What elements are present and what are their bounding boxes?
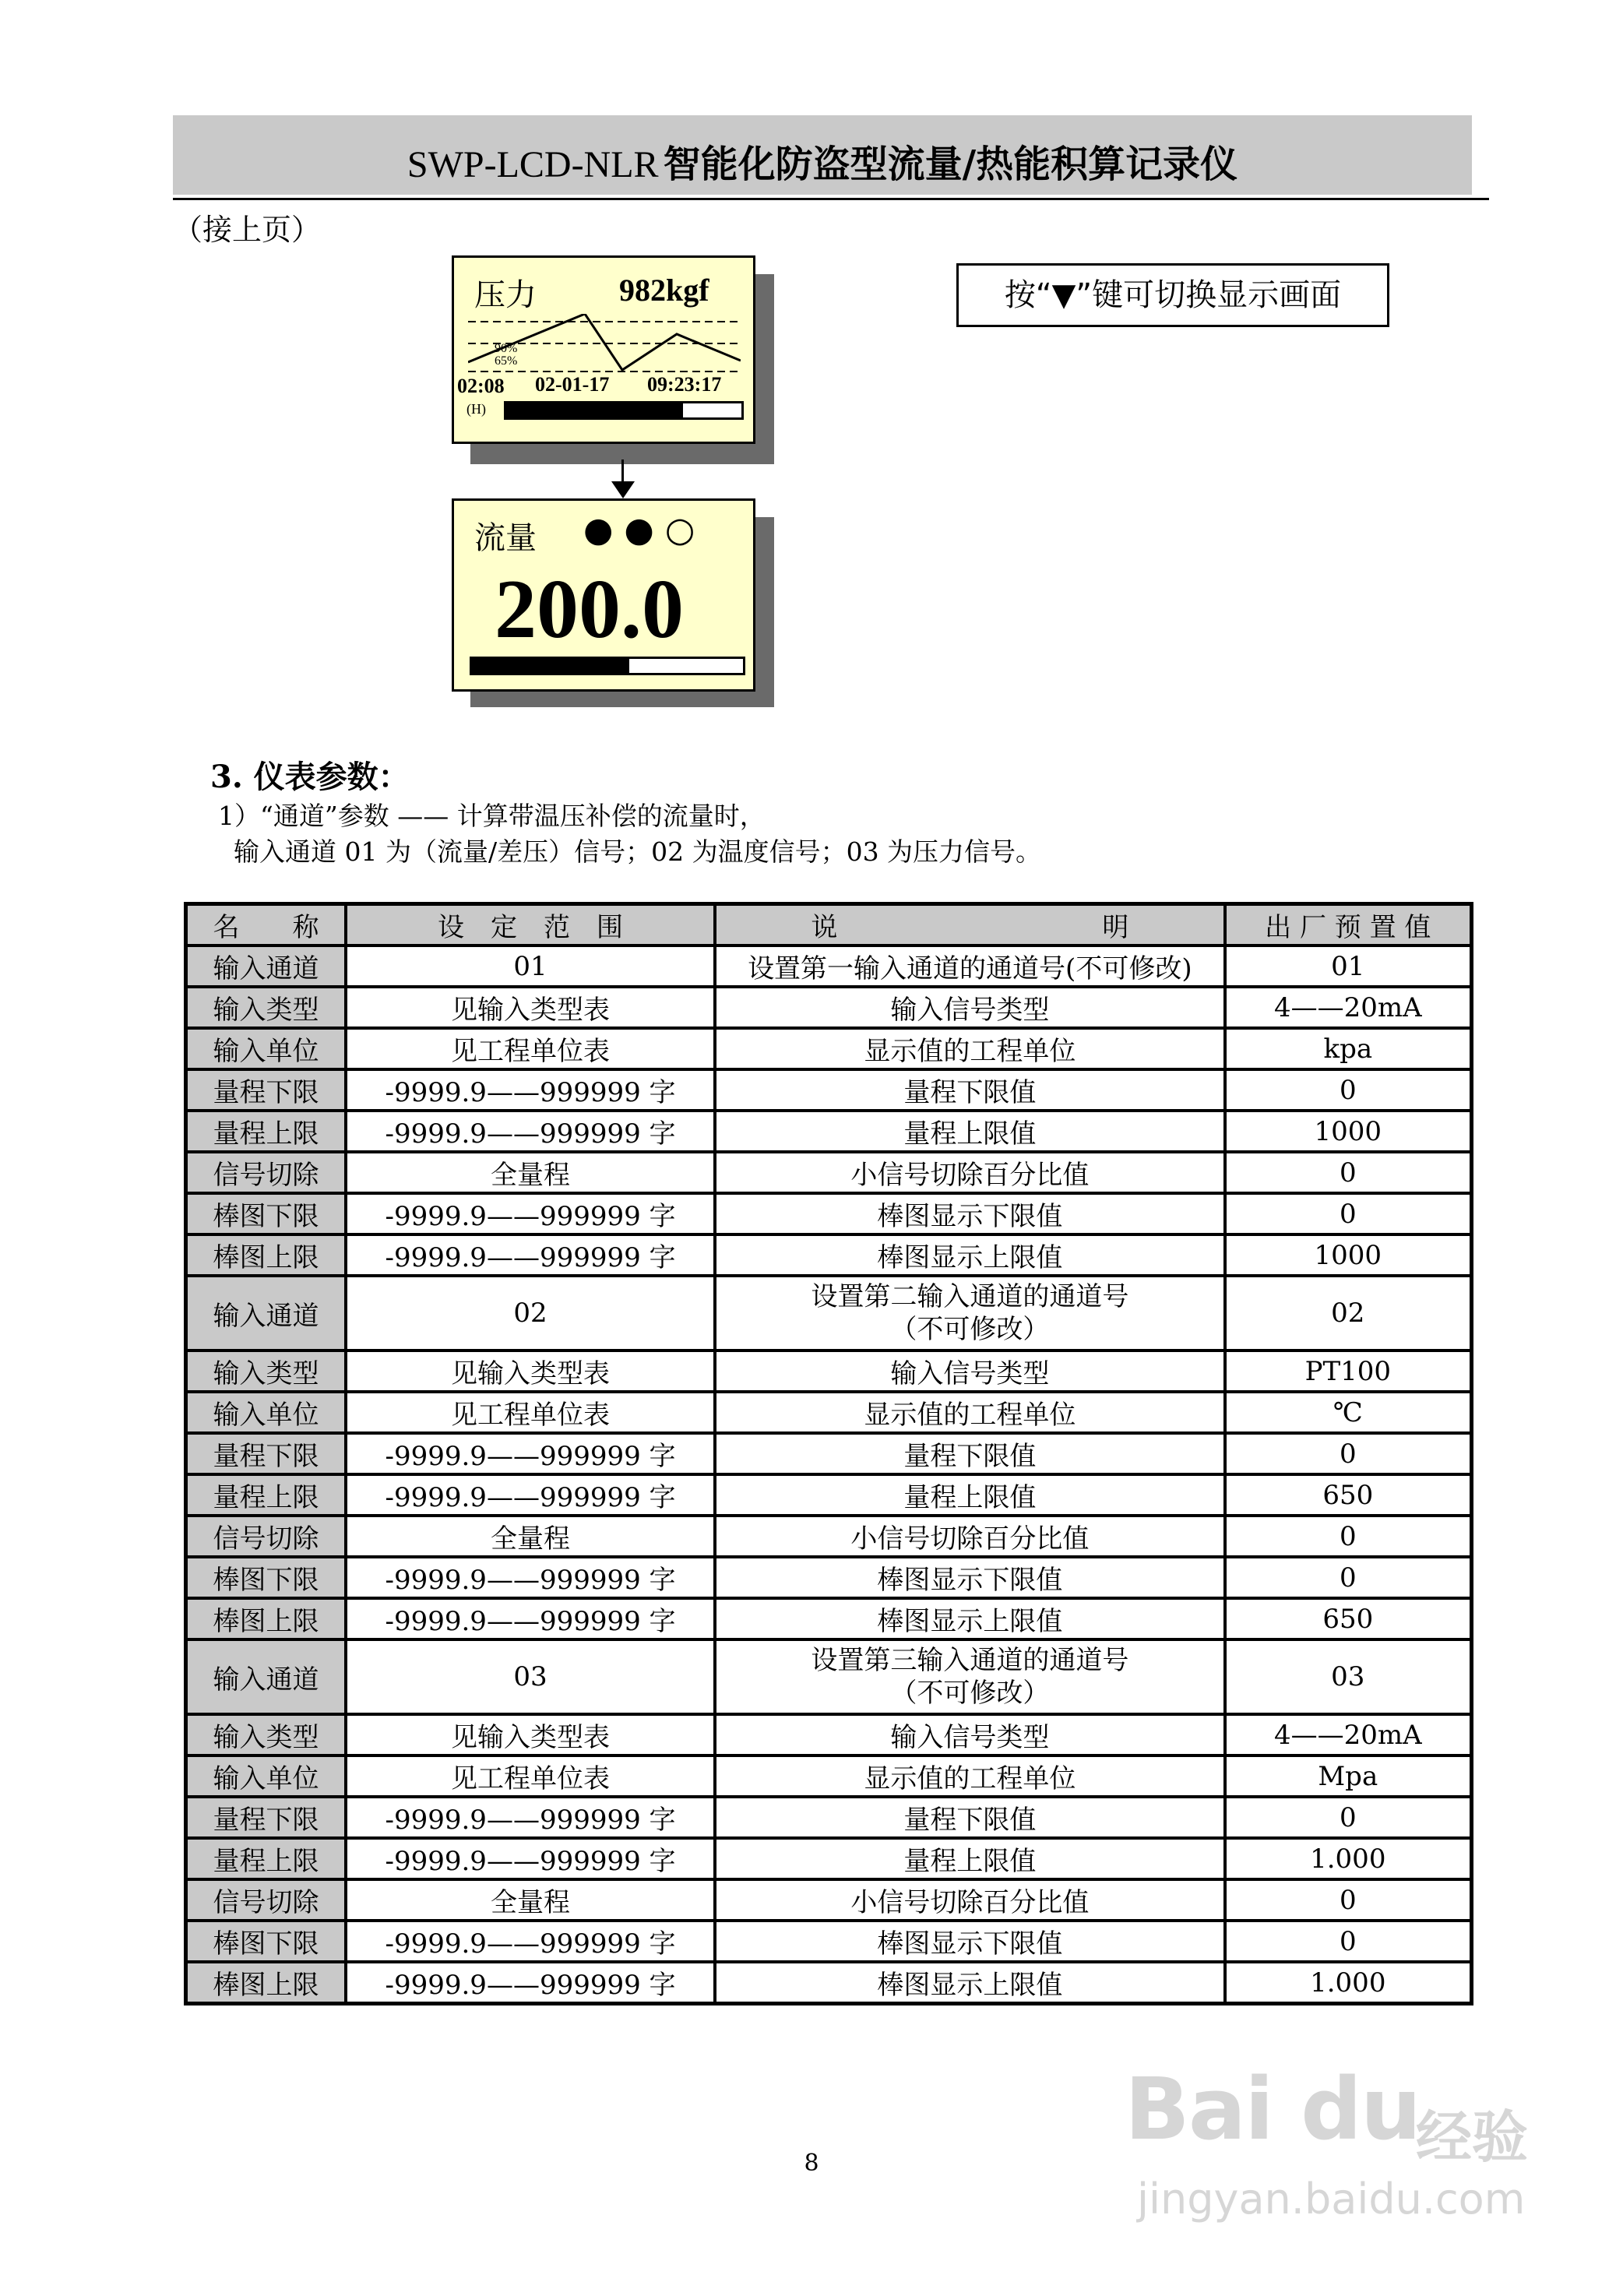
header-name: 名 称 — [186, 904, 346, 946]
cell-range: -9999.9——999999 字 — [346, 1838, 715, 1879]
cell-default: 4——20mA — [1225, 1714, 1472, 1755]
cell-range: -9999.9——999999 字 — [346, 1598, 715, 1639]
cell-description: 小信号切除百分比值 — [715, 1879, 1224, 1921]
table-row — [186, 1516, 1472, 1557]
cell-default: 0 — [1225, 1433, 1472, 1474]
watermark-cn: 经验 — [1416, 2104, 1529, 2170]
cell-description: 设置第一输入通道的通道号(不可修改) — [715, 946, 1224, 987]
lcd-pressure-label: 压力 — [474, 277, 537, 313]
cell-default: 4——20mA — [1225, 987, 1472, 1028]
table-row — [186, 1392, 1472, 1433]
cell-description: 小信号切除百分比值 — [715, 1516, 1224, 1557]
cell-name: 量程下限 — [186, 1797, 346, 1838]
cell-default: 0 — [1225, 1193, 1472, 1234]
lcd-flow-indicator-dots — [583, 510, 706, 550]
lcd-flow-value: 200.0 — [495, 563, 684, 656]
cell-default: PT100 — [1225, 1350, 1472, 1392]
cell-name: 棒图下限 — [186, 1193, 346, 1234]
page-number: 8 — [804, 2150, 819, 2177]
cell-default: Mpa — [1225, 1755, 1472, 1797]
lcd-elapsed: 02:08 — [457, 375, 505, 397]
watermark-url: jingyan.baidu.com — [1137, 2175, 1526, 2224]
cell-name: 输入类型 — [186, 1350, 346, 1392]
cell-description-line: 设置第二输入通道的通道号 — [811, 1281, 1129, 1312]
cell-default: 02 — [1225, 1276, 1472, 1350]
baidu-jingyan-watermark — [1121, 2056, 1542, 2235]
cell-description — [715, 1639, 1224, 1714]
cell-range: 见工程单位表 — [346, 1028, 715, 1069]
table-row — [186, 1276, 1472, 1350]
lcd-flow-label: 流量 — [474, 520, 537, 556]
section-line-2: 输入通道 01 为（流量/差压）信号；02 为温度信号；03 为压力信号。 — [234, 836, 1042, 867]
header-default: 出 厂 预 置 值 — [1225, 904, 1472, 946]
cell-name: 信号切除 — [186, 1152, 346, 1193]
table-row — [186, 1152, 1472, 1193]
lcd-pressure-bar-fill — [506, 403, 683, 417]
cell-default: 0 — [1225, 1879, 1472, 1921]
cell-name: 棒图上限 — [186, 1962, 346, 2004]
filled-dot-icon: ● — [583, 510, 625, 550]
cell-name: 量程下限 — [186, 1069, 346, 1111]
table-row — [186, 1069, 1472, 1111]
table-row — [186, 946, 1472, 987]
section-line-1: 1）“通道”参数 —— 计算带温压补偿的流量时， — [218, 801, 766, 831]
table-row — [186, 1879, 1472, 1921]
watermark-logo: Bai du — [1125, 2059, 1421, 2159]
cell-default: 0 — [1225, 1069, 1472, 1111]
cell-name: 输入通道 — [186, 1276, 346, 1350]
table-row — [186, 1838, 1472, 1879]
table-row — [186, 1433, 1472, 1474]
cell-name: 量程上限 — [186, 1111, 346, 1152]
cell-range: 见工程单位表 — [346, 1392, 715, 1433]
document-title — [173, 134, 1472, 188]
cell-range: 01 — [346, 946, 715, 987]
cell-default: 1000 — [1225, 1111, 1472, 1152]
cell-description — [715, 1276, 1224, 1350]
cell-range: -9999.9——999999 字 — [346, 1962, 715, 2004]
cell-default: 03 — [1225, 1639, 1472, 1714]
cell-description: 量程上限值 — [715, 1111, 1224, 1152]
cell-range: 03 — [346, 1639, 715, 1714]
lcd-flow-screen — [452, 498, 755, 692]
cell-default: 0 — [1225, 1921, 1472, 1962]
table-row — [186, 1714, 1472, 1755]
continued-note: （接上页） — [173, 213, 322, 247]
cell-default: 1.000 — [1225, 1962, 1472, 2004]
table-row — [186, 1755, 1472, 1797]
title-product: 智能化防盗型流量/热能积算记录仪 — [663, 143, 1238, 186]
cell-name: 棒图下限 — [186, 1557, 346, 1598]
cell-range: 全量程 — [346, 1879, 715, 1921]
switch-display-note: 按“▼”键可切换显示画面 — [956, 263, 1389, 327]
cell-range: -9999.9——999999 字 — [346, 1433, 715, 1474]
cell-name: 棒图上限 — [186, 1598, 346, 1639]
lcd-pressure-bar — [504, 401, 744, 420]
lcd-pct-65: 65% — [495, 354, 518, 368]
header-description: 说 明 — [715, 904, 1224, 946]
cell-name: 输入类型 — [186, 1714, 346, 1755]
table-row — [186, 1111, 1472, 1152]
cell-default: kpa — [1225, 1028, 1472, 1069]
cell-description-line: （不可修改） — [890, 1314, 1050, 1345]
cell-description: 量程下限值 — [715, 1069, 1224, 1111]
table-row — [186, 987, 1472, 1028]
cell-name: 量程下限 — [186, 1433, 346, 1474]
cell-name: 信号切除 — [186, 1516, 346, 1557]
cell-name: 输入通道 — [186, 946, 346, 987]
table-row — [186, 1193, 1472, 1234]
cell-default: 650 — [1225, 1598, 1472, 1639]
filled-dot-icon: ● — [624, 510, 665, 550]
table-header-row — [186, 904, 1472, 946]
cell-default: 0 — [1225, 1557, 1472, 1598]
cell-default: 1.000 — [1225, 1838, 1472, 1879]
cell-default: 1000 — [1225, 1234, 1472, 1276]
lcd-pressure-screen — [452, 255, 755, 444]
table-row — [186, 1474, 1472, 1516]
cell-description: 输入信号类型 — [715, 1714, 1224, 1755]
table-row — [186, 1639, 1472, 1714]
cell-description: 棒图显示下限值 — [715, 1921, 1224, 1962]
cell-range: 02 — [346, 1276, 715, 1350]
cell-range: 见输入类型表 — [346, 987, 715, 1028]
cell-name: 输入单位 — [186, 1028, 346, 1069]
cell-description: 量程上限值 — [715, 1838, 1224, 1879]
lcd-pressure-value: 982kgf — [619, 273, 709, 308]
cell-name: 输入单位 — [186, 1755, 346, 1797]
cell-description-line: 设置第三输入通道的通道号 — [811, 1645, 1129, 1676]
parameter-table — [184, 902, 1473, 2005]
cell-description: 显示值的工程单位 — [715, 1392, 1224, 1433]
cell-name: 量程上限 — [186, 1838, 346, 1879]
table-row — [186, 1598, 1472, 1639]
lcd-flow-bar — [470, 657, 745, 675]
cell-range: 全量程 — [346, 1516, 715, 1557]
cell-description: 输入信号类型 — [715, 1350, 1224, 1392]
lcd-flow-bar-fill — [472, 659, 629, 673]
table-row — [186, 1234, 1472, 1276]
header-bar — [173, 115, 1472, 195]
cell-description: 量程下限值 — [715, 1433, 1224, 1474]
cell-range: -9999.9——999999 字 — [346, 1797, 715, 1838]
table-row — [186, 1962, 1472, 2004]
cell-range: -9999.9——999999 字 — [346, 1193, 715, 1234]
cell-description: 输入信号类型 — [715, 987, 1224, 1028]
header-range: 设 定 范 围 — [346, 904, 715, 946]
cell-range: 见输入类型表 — [346, 1350, 715, 1392]
table-row — [186, 1557, 1472, 1598]
title-model: SWP-LCD-NLR — [407, 144, 659, 185]
cell-description: 棒图显示下限值 — [715, 1193, 1224, 1234]
cell-range: 见输入类型表 — [346, 1714, 715, 1755]
header-rule — [173, 198, 1489, 200]
cell-name: 量程上限 — [186, 1474, 346, 1516]
cell-range: -9999.9——999999 字 — [346, 1921, 715, 1962]
cell-default: 01 — [1225, 946, 1472, 987]
lcd-time: 09:23:17 — [647, 373, 722, 396]
empty-dot-icon: ○ — [664, 510, 706, 550]
cell-description: 显示值的工程单位 — [715, 1028, 1224, 1069]
cell-range: 全量程 — [346, 1152, 715, 1193]
cell-name: 棒图上限 — [186, 1234, 346, 1276]
cell-default: 0 — [1225, 1152, 1472, 1193]
cell-default: 0 — [1225, 1797, 1472, 1838]
cell-description: 棒图显示上限值 — [715, 1962, 1224, 2004]
cell-description: 小信号切除百分比值 — [715, 1152, 1224, 1193]
cell-default: 0 — [1225, 1516, 1472, 1557]
cell-description: 量程下限值 — [715, 1797, 1224, 1838]
cell-range: 见工程单位表 — [346, 1755, 715, 1797]
cell-description: 棒图显示上限值 — [715, 1598, 1224, 1639]
lcd-date: 02-01-17 — [535, 373, 610, 396]
lcd-pct-90: 90% — [495, 342, 518, 355]
section-title: 3. 仪表参数： — [210, 759, 410, 795]
cell-name: 棒图下限 — [186, 1921, 346, 1962]
cell-description-line: （不可修改） — [890, 1678, 1050, 1709]
down-arrow-icon — [611, 481, 635, 498]
table-row — [186, 1028, 1472, 1069]
table-row — [186, 1921, 1472, 1962]
table-row — [186, 1350, 1472, 1392]
cell-range: -9999.9——999999 字 — [346, 1111, 715, 1152]
cell-name: 输入类型 — [186, 987, 346, 1028]
cell-range: -9999.9——999999 字 — [346, 1234, 715, 1276]
cell-range: -9999.9——999999 字 — [346, 1557, 715, 1598]
cell-name: 信号切除 — [186, 1879, 346, 1921]
cell-name: 输入单位 — [186, 1392, 346, 1433]
cell-range: -9999.9——999999 字 — [346, 1474, 715, 1516]
cell-description: 棒图显示下限值 — [715, 1557, 1224, 1598]
cell-name: 输入通道 — [186, 1639, 346, 1714]
cell-range: -9999.9——999999 字 — [346, 1069, 715, 1111]
cell-description: 棒图显示上限值 — [715, 1234, 1224, 1276]
cell-description: 量程上限值 — [715, 1474, 1224, 1516]
lcd-unit-note: (H) — [466, 401, 486, 417]
table-row — [186, 1797, 1472, 1838]
cell-description: 显示值的工程单位 — [715, 1755, 1224, 1797]
cell-default: 650 — [1225, 1474, 1472, 1516]
cell-default: ℃ — [1225, 1392, 1472, 1433]
